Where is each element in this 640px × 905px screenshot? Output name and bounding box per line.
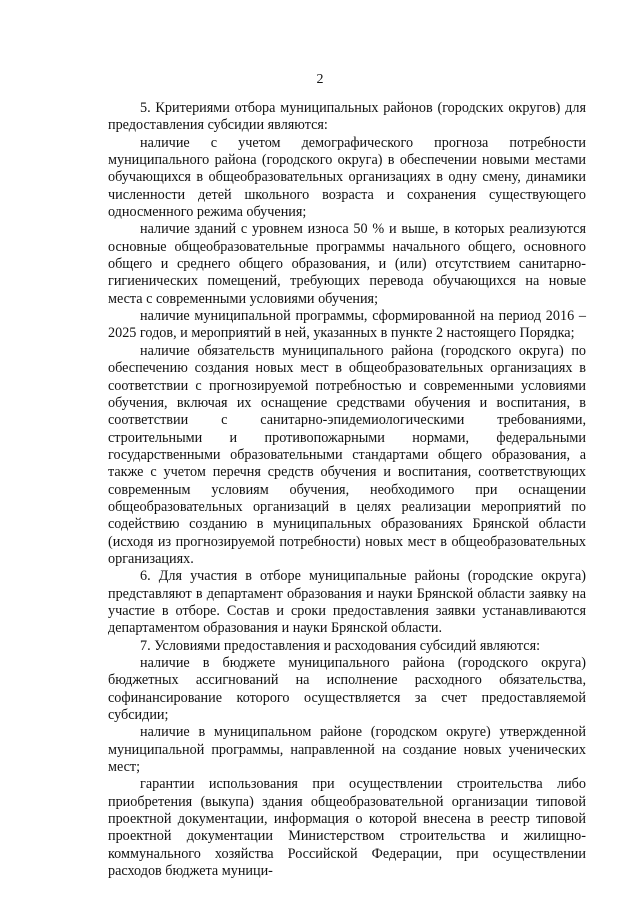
paragraph-criteria-heading: 5. Критериями отбора муниципальных районов (городских округов) для предоставления субсидии являются:: [108, 100, 586, 134]
paragraph-approved-program: наличие в муниципальном районе (городском округе) утвержденной муниципальной программы, направленной на создание новых ученических мест;: [108, 724, 586, 776]
paragraph-building-wear: наличие зданий с уровнем износа 50 % и выше, в которых реализуются основные общеобразовательные программы начального общего, основного общего и среднего общего образования, и (или) отсутствием санитарно-гигиенических помещений, требующих перевода обучающихся на новые места с современными условиями обучения;: [108, 221, 586, 307]
paragraph-obligations: наличие обязательств муниципального района (городского округа) по обеспечению создания новых мест в общеобразовательных организациях в соответствии с прогнозируемой потребностью и современными условиями обучения, включая их оснащение средствами обучения и воспитания, в соответствии с санитарно-эпидемиологическими требованиями, строительными и противопожарными нормами, федеральными государственными образовательными стандартами общего образования, а также с учетом перечня средств обучения и воспитания, соответствующих современным условиям обучения, необходимого при оснащении общеобразовательных организаций в целях реализации мероприятий по содействию созданию в муниципальных образованиях Брянской области (исходя из прогнозируемой потребности) новых мест в общеобразовательных организациях.: [108, 342, 586, 567]
paragraph-municipal-program: наличие муниципальной программы, сформированной на период 2016 – 2025 годов, и мероприятий в ней, указанных в пункте 2 настоящего Порядка;: [108, 308, 586, 342]
paragraph-application: 6. Для участия в отборе муниципальные районы (городские округа) представляют в департамент образования и науки Брянской области заявку на участие в отборе. Состав и сроки предоставления заявки устанавливаются департаментом образования и науки Брянской области.: [108, 568, 586, 637]
paragraph-demographic-need: наличие с учетом демографического прогноза потребности муниципального района (городского округа) в обеспечении новыми местами обучающихся в общеобразовательных организациях в одну смену, динамики численности детей школьного возраста и сохранения существующего односменного режима обучения;: [108, 134, 586, 221]
document-body: [108, 100, 586, 880]
paragraph-conditions-heading: 7. Условиями предоставления и расходования субсидий являются:: [140, 637, 541, 654]
page-number: 2: [316, 72, 324, 87]
paragraph-typical-design: гарантии использования при осуществлении строительства либо приобретения (выкупа) здания общеобразовательной организации типовой проектной документации, информация о которой внесена в реестр типовой проектной документации Министерством строительства и жилищно-коммунального хозяйства Российской Федерации, при осуществлении расходов бюджета муници-: [108, 776, 586, 880]
paragraph-budget-allocations: наличие в бюджете муниципального района (городского округа) бюджетных ассигнований на исполнение расходного обязательства, софинансирование которого осуществляется за счет предоставляемой субсидии;: [108, 655, 586, 724]
